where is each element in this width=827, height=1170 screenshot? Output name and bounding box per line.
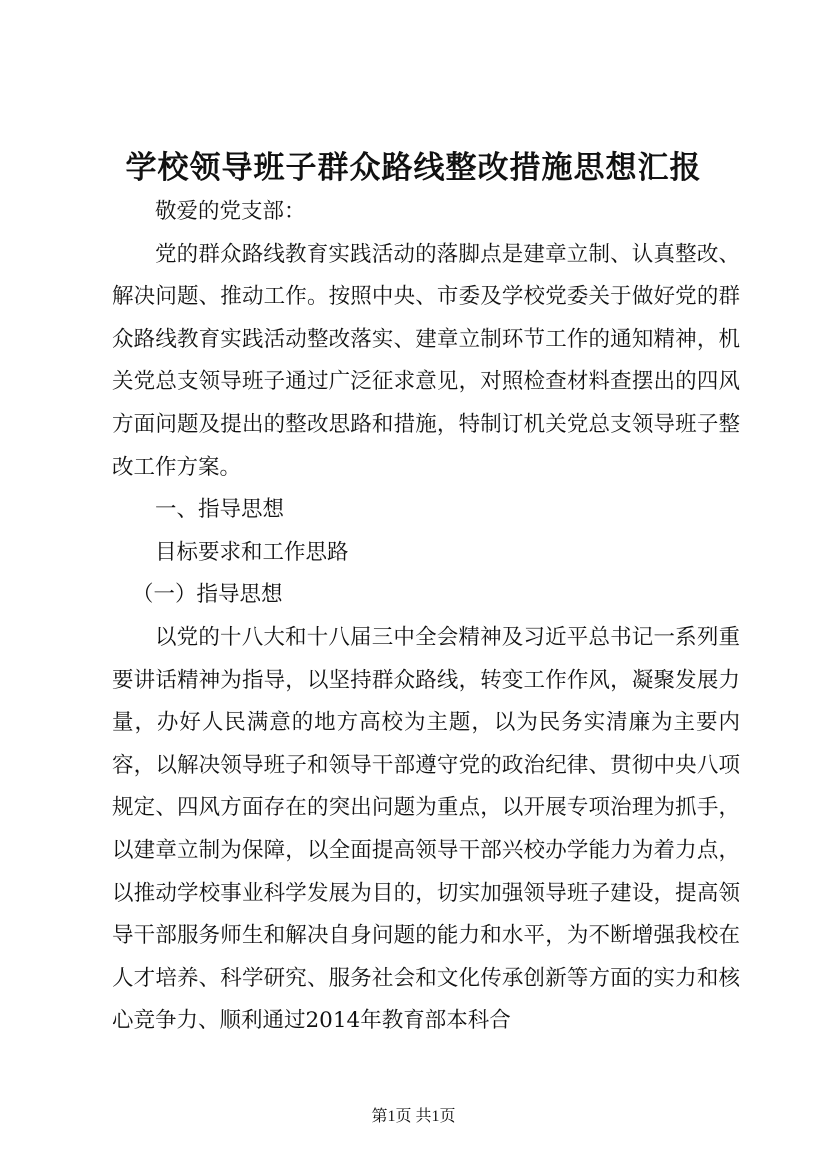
subsection-heading-1: （一）指导思想 xyxy=(132,582,283,608)
document-body xyxy=(112,191,740,1043)
section-heading-guiding-thought: 一、指导思想 xyxy=(155,497,285,523)
section-subheading-goals: 目标要求和工作思路 xyxy=(155,539,349,565)
paragraph-intro: 党的群众路线教育实践活动的落脚点是建章立制、认真整改、解决问题、推动工作。按照中央、市委及学校党委关于做好党的群众路线教育实践活动整改落实、建章立制环节工作的通知精神，机关党总支领导班子通过广泛征求意见，对照检查材料查摆出的四风方面问题及提出的整改思路和措施，特制订机关党总支领导班子整改工作方案。 xyxy=(112,241,740,480)
page-footer: 第1页 共1页 xyxy=(371,1108,456,1125)
paragraph-guiding-thought: 以党的十八大和十八届三中全会精神及习近平总书记一系列重要讲话精神为指导，以坚持群众路线，转变工作作风，凝聚发展力量，办好人民满意的地方高校为主题，以为民务实清廉为主要内容，以解决领导班子和领导干部遵守党的政治纪律、贯彻中央八项规定、四风方面存在的突出问题为重点，以开展专项治理为抓手，以建章立制为保障，以全面提高领导干部兴校办学能力为着力点，以推动学校事业科学发展为目的，切实加强领导班子建设，提高领导干部服务师生和解决自身问题的能力和水平，为不断增强我校在人才培养、科学研究、服务社会和文化传承创新等方面的实力和核心竞争力、顺利通过2014年教育部本科合 xyxy=(112,624,740,1034)
document-title: 学校领导班子群众路线整改措施思想汇报 xyxy=(125,150,702,186)
salutation: 敬爱的党支部： xyxy=(155,199,306,224)
